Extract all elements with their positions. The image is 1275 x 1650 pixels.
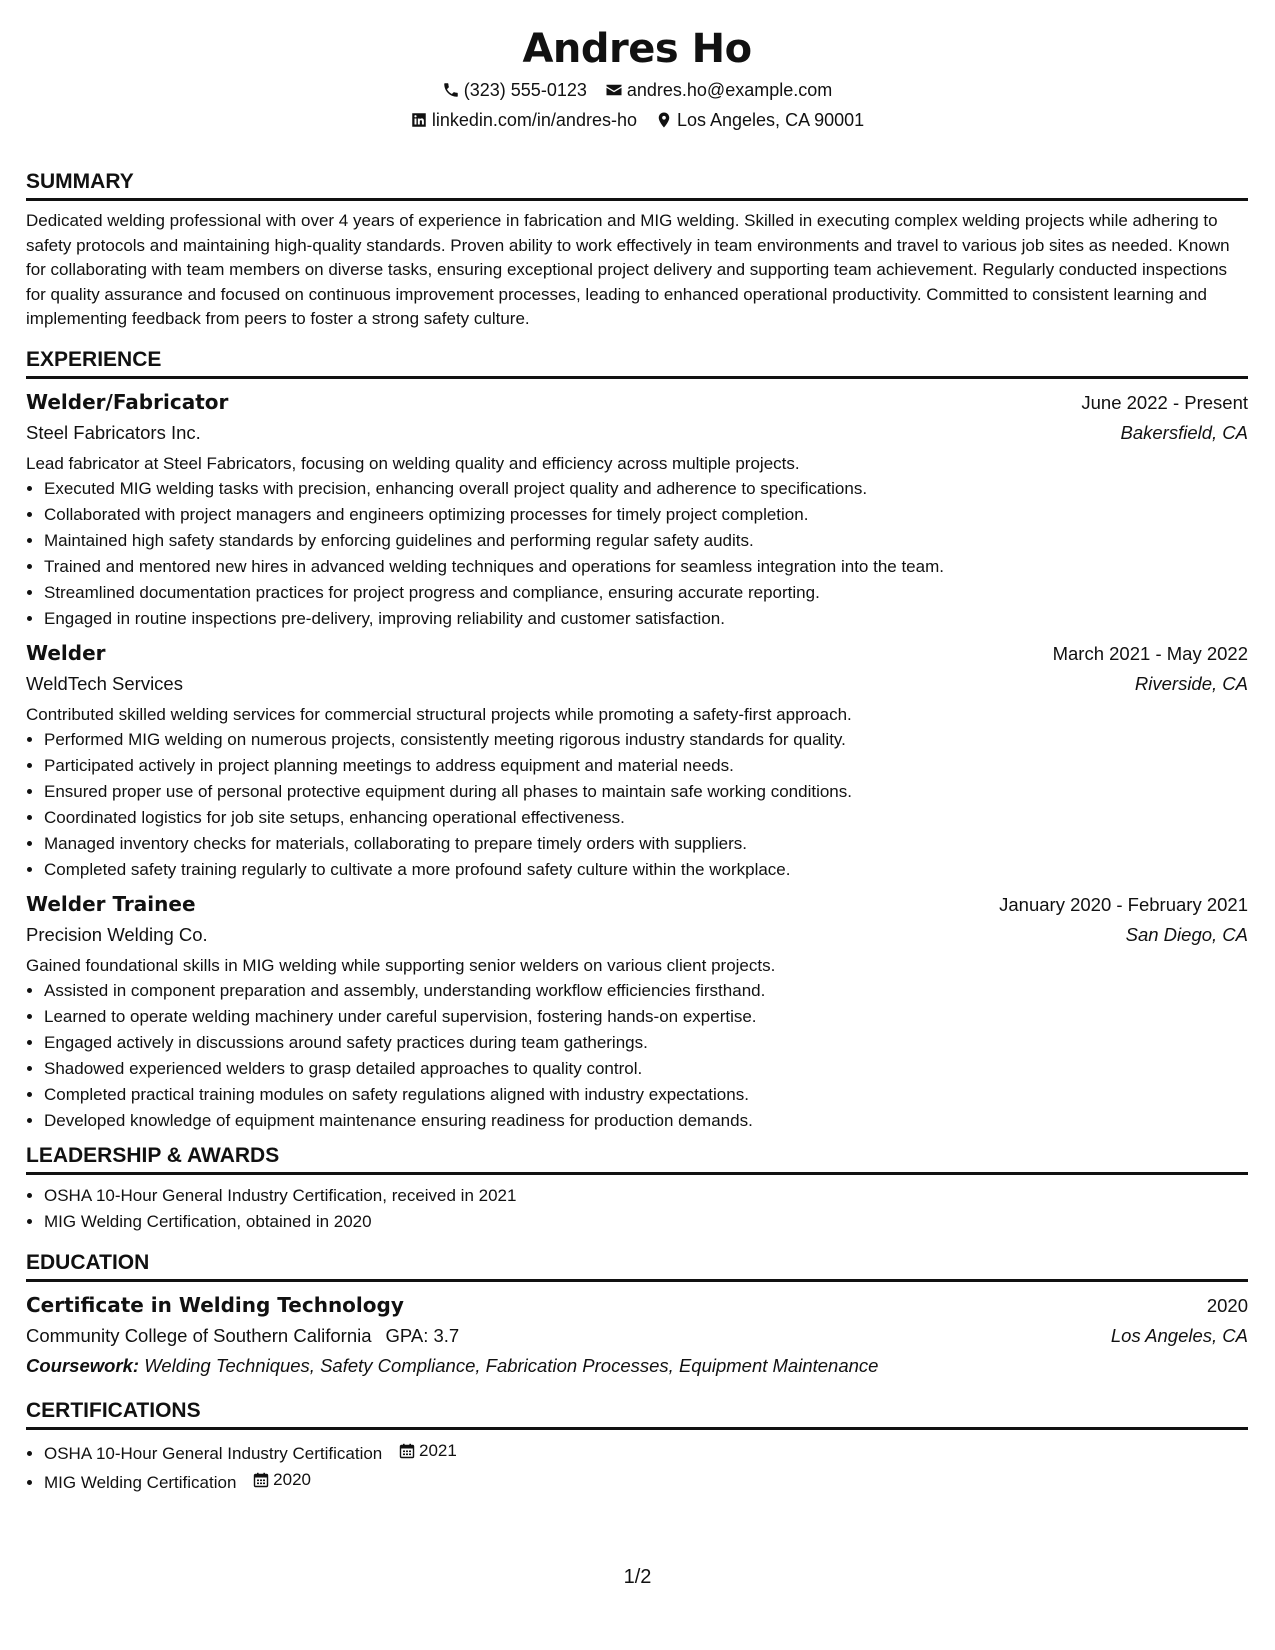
section-title-education: EDUCATION	[26, 1249, 1248, 1282]
education-degree: Certificate in Welding Technology	[26, 1292, 404, 1317]
job-bullet: • Assisted in component preparation and assembly, understanding workflow efficiencies firsthand.	[44, 978, 1248, 1004]
certification-year: 2020	[273, 1469, 311, 1489]
job-location: San Diego, CA	[1125, 923, 1248, 945]
job-role: Welder	[26, 640, 106, 665]
job-bullet: • Ensured proper use of personal protective equipment during all phases to maintain safe working conditions.	[44, 779, 1248, 805]
envelope-icon	[605, 81, 623, 99]
certification-item	[44, 1467, 1248, 1496]
calendar-icon	[253, 1472, 269, 1488]
contact-line-1	[26, 79, 1248, 101]
awards-list	[26, 1183, 1248, 1235]
job-entry	[26, 889, 1248, 1134]
section-title-summary: SUMMARY	[26, 168, 1248, 201]
certification-date	[399, 1438, 457, 1464]
certifications-section	[26, 1397, 1248, 1496]
job-bullet: • Coordinated logistics for job site setups, enhancing operational effectiveness.	[44, 805, 1248, 831]
job-location: Riverside, CA	[1134, 672, 1248, 694]
job-bullets	[26, 476, 1248, 632]
certifications-list	[26, 1438, 1248, 1496]
contact-email[interactable]	[605, 79, 832, 101]
education-school-line	[26, 1321, 459, 1351]
experience-section	[26, 346, 1248, 1134]
candidate-name: Andres Ho	[522, 26, 752, 72]
education-gpa: GPA: 3.7	[385, 1324, 460, 1346]
job-role: Welder Trainee	[26, 891, 196, 916]
certification-item	[44, 1438, 1248, 1467]
linkedin-icon	[410, 111, 428, 129]
section-title-experience: EXPERIENCE	[26, 346, 1248, 379]
education-location: Los Angeles, CA	[1110, 1324, 1248, 1346]
award-item: • OSHA 10-Hour General Industry Certification, received in 2021	[44, 1183, 1248, 1209]
job-bullet: • Collaborated with project managers and engineers optimizing processes for timely project completion.	[44, 502, 1248, 528]
job-company: WeldTech Services	[26, 672, 183, 694]
section-title-certifications: CERTIFICATIONS	[26, 1397, 1248, 1430]
job-bullet: • Performed MIG welding on numerous projects, consistently meeting rigorous industry standards for quality.	[44, 727, 1248, 753]
summary-section	[26, 168, 1248, 332]
location-text: Los Angeles, CA 90001	[676, 110, 865, 130]
job-bullet: • Shadowed experienced welders to grasp detailed approaches to quality control.	[44, 1056, 1248, 1082]
job-bullet: • Maintained high safety standards by enforcing guidelines and performing regular safety audits.	[44, 528, 1248, 554]
coursework-text: Welding Techniques, Safety Compliance, Fabrication Processes, Equipment Maintenance	[144, 1354, 879, 1376]
job-bullet: • Streamlined documentation practices for project progress and compliance, ensuring accurate reporting.	[44, 580, 1248, 606]
job-entry	[26, 387, 1248, 632]
certification-name: MIG Welding Certification	[44, 1472, 237, 1492]
job-description: Lead fabricator at Steel Fabricators, focusing on welding quality and efficiency across multiple projects.	[26, 453, 800, 473]
job-bullet: • Managed inventory checks for materials, collaborating to prepare timely orders with suppliers.	[44, 831, 1248, 857]
job-bullets	[26, 727, 1248, 883]
coursework-label: Coursework:	[26, 1354, 140, 1376]
awards-section	[26, 1142, 1248, 1235]
job-company: Precision Welding Co.	[26, 923, 208, 945]
job-bullet: • Learned to operate welding machinery under careful supervision, fostering hands-on expertise.	[44, 1004, 1248, 1030]
email-link[interactable]: andres.ho@example.com	[626, 80, 833, 100]
job-bullet: • Engaged in routine inspections pre-delivery, improving reliability and customer satisfaction.	[44, 606, 1248, 632]
job-date: January 2020 - February 2021	[999, 893, 1248, 915]
job-bullets	[26, 978, 1248, 1134]
job-company: Steel Fabricators Inc.	[26, 421, 201, 443]
certification-name: OSHA 10-Hour General Industry Certification	[44, 1443, 383, 1463]
education-section	[26, 1249, 1248, 1381]
job-date: June 2022 - Present	[1081, 391, 1248, 413]
contact-location	[655, 109, 864, 131]
contact-linkedin[interactable]	[410, 109, 637, 131]
job-bullet: • Executed MIG welding tasks with precision, enhancing overall project quality and adherence to specifications.	[44, 476, 1248, 502]
phone-text: (323) 555-0123	[463, 80, 587, 100]
education-year: 2020	[1206, 1294, 1248, 1316]
summary-text: Dedicated welding professional with over 4 years of experience in fabrication and MIG welding. Skilled in executing complex welding projects while adhering to safety protocols and maintaining high-quality standards. Proven ability to work effectively in team environments and travel to various job sites as needed. Known for collaborating with team members on diverse tasks, ensuring exceptional project delivery and supporting team achievement. Regularly conducted inspections for quality assurance and focused on continuous improvement processes, leading to enhanced operational productivity. Committed to consistent learning and implementing feedback from peers to foster a strong safety culture.	[26, 211, 1230, 329]
contact-line-2	[26, 109, 1248, 131]
linkedin-link[interactable]: linkedin.com/in/andres-ho	[431, 110, 637, 130]
phone-icon	[442, 81, 460, 99]
job-bullet: • Trained and mentored new hires in advanced welding techniques and operations for seamless integration into the team.	[44, 554, 1248, 580]
job-date: March 2021 - May 2022	[1052, 642, 1248, 664]
map-pin-icon	[655, 111, 673, 129]
job-entry	[26, 638, 1248, 883]
page-number: 1/2	[623, 1566, 652, 1588]
education-coursework	[26, 1351, 1248, 1381]
job-location: Bakersfield, CA	[1120, 421, 1248, 443]
resume-page	[26, 0, 1248, 1496]
certification-year: 2021	[419, 1440, 457, 1460]
resume-header	[26, 26, 1248, 131]
job-bullet: • Participated actively in project planning meetings to address equipment and material needs.	[44, 753, 1248, 779]
award-item: • MIG Welding Certification, obtained in 2020	[44, 1209, 1248, 1235]
education-school: Community College of Southern California	[26, 1324, 372, 1346]
job-role: Welder/Fabricator	[26, 389, 229, 414]
job-bullet: • Developed knowledge of equipment maintenance ensuring readiness for production demands.	[44, 1108, 1248, 1134]
section-title-awards: LEADERSHIP & AWARDS	[26, 1142, 1248, 1175]
calendar-icon	[399, 1443, 415, 1459]
certification-date	[253, 1467, 311, 1493]
experience-list	[26, 387, 1248, 1134]
job-bullet: • Completed practical training modules on safety regulations aligned with industry expectations.	[44, 1082, 1248, 1108]
job-description: Gained foundational skills in MIG welding while supporting senior welders on various client projects.	[26, 955, 776, 975]
job-bullet: • Completed safety training regularly to cultivate a more profound safety culture within the workplace.	[44, 857, 1248, 883]
contact-phone	[442, 79, 587, 101]
job-bullet: • Engaged actively in discussions around safety practices during team gatherings.	[44, 1030, 1248, 1056]
job-description: Contributed skilled welding services for commercial structural projects while promoting a safety-first approach.	[26, 704, 852, 724]
